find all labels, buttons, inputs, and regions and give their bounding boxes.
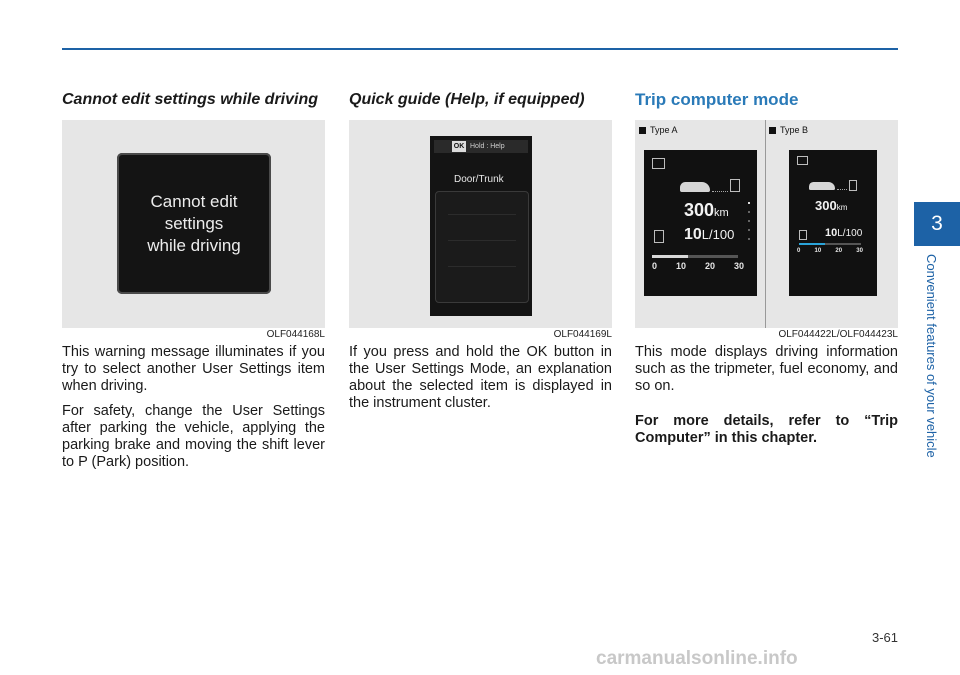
dotted-line: [712, 191, 728, 192]
type-b-label: Type B: [769, 124, 808, 136]
range-readout: 300km: [815, 198, 848, 213]
figure-divider: [765, 120, 766, 328]
tick-label: 10: [675, 261, 686, 271]
help-line: [448, 240, 516, 241]
paragraph: This warning message illuminates if you try to select another User Settings item when driving.: [62, 344, 325, 394]
gauge-ticks: [652, 261, 744, 271]
car-icon: [680, 182, 710, 192]
chapter-tab: 3: [914, 202, 960, 246]
page-indicator-dot: [748, 211, 750, 213]
warning-message: Cannot edit settings while driving: [147, 191, 241, 255]
fuel-pump-icon: [799, 230, 807, 240]
help-panel: [435, 191, 529, 303]
figure-caption: OLF044422L/OLF044423L: [778, 329, 898, 340]
tick-label: 0: [797, 248, 801, 254]
paragraph: For safety, change the User Settings after parking the vehicle, applying the parking brake and moving the shift lever to P (Park) position.: [62, 403, 325, 470]
type-a-label: Type A: [639, 124, 678, 136]
tick-label: 20: [704, 261, 715, 271]
tick-label: 30: [856, 248, 863, 254]
hint-text: Hold : Help: [470, 143, 505, 150]
section-heading: Cannot edit settings while driving: [62, 91, 319, 108]
dotted-line: [837, 189, 847, 190]
section-quick-guide: [349, 90, 612, 420]
figure-quick-guide: [349, 120, 612, 328]
trip-icon: [797, 156, 808, 165]
fuel-pump-icon: [654, 230, 664, 243]
range-readout: 300km: [684, 200, 729, 220]
help-line: [448, 266, 516, 267]
fuel-pump-icon: [849, 180, 857, 191]
figure-caption: OLF044169L: [553, 329, 612, 340]
fuel-pump-icon: [730, 179, 740, 192]
tick-label: 20: [835, 248, 843, 254]
figure-trip-computer: [635, 120, 898, 328]
page-indicator-dot: [748, 202, 750, 204]
page-indicator-dot: [748, 238, 750, 240]
section-trip-computer: [635, 90, 898, 455]
cluster-type-a: [644, 150, 757, 296]
tick-label: 30: [733, 261, 744, 271]
tick-label: 10: [814, 248, 822, 254]
section-heading: Trip computer mode: [635, 90, 799, 109]
fuel-economy-readout: 10L/100: [825, 227, 863, 239]
fuel-economy-gauge: [799, 243, 861, 245]
page-indicator-dot: [748, 220, 750, 222]
menu-item-door-trunk: Door/Trunk: [454, 174, 504, 185]
fuel-economy-gauge: [652, 255, 738, 258]
paragraph: This mode displays driving information such as the tripmeter, fuel economy, and so on.: [635, 344, 898, 394]
page-number: 3-61: [871, 630, 898, 645]
top-rule: [62, 48, 898, 50]
trip-icon: [652, 158, 665, 169]
chapter-title: Convenient features of your vehicle: [924, 254, 939, 458]
car-icon: [809, 182, 835, 190]
cross-reference-note: For more details, refer to “Trip Computer” in this chapter.: [635, 413, 898, 446]
tick-label: 0: [652, 261, 658, 271]
section-cannot-edit: [62, 90, 325, 479]
help-line: [448, 214, 516, 215]
figure-cannot-edit: [62, 120, 325, 328]
figure-caption: OLF044168L: [266, 329, 325, 340]
warning-screen: [117, 153, 271, 294]
square-bullet-icon: [639, 127, 646, 134]
square-bullet-icon: [769, 127, 776, 134]
page-indicator-dot: [748, 229, 750, 231]
fuel-economy-readout: 10L/100: [684, 226, 735, 243]
cluster-display: [430, 136, 532, 316]
cluster-type-b: [789, 150, 877, 296]
section-heading: Quick guide (Help, if equipped): [349, 91, 585, 108]
watermark: carmanualsonline.info: [596, 648, 798, 669]
paragraph: If you press and hold the OK button in the User Settings Mode, an explanation about the selected item is displayed in the instrument cluster.: [349, 344, 612, 411]
ok-button-icon: OK: [453, 143, 465, 150]
gauge-ticks: [797, 248, 863, 254]
